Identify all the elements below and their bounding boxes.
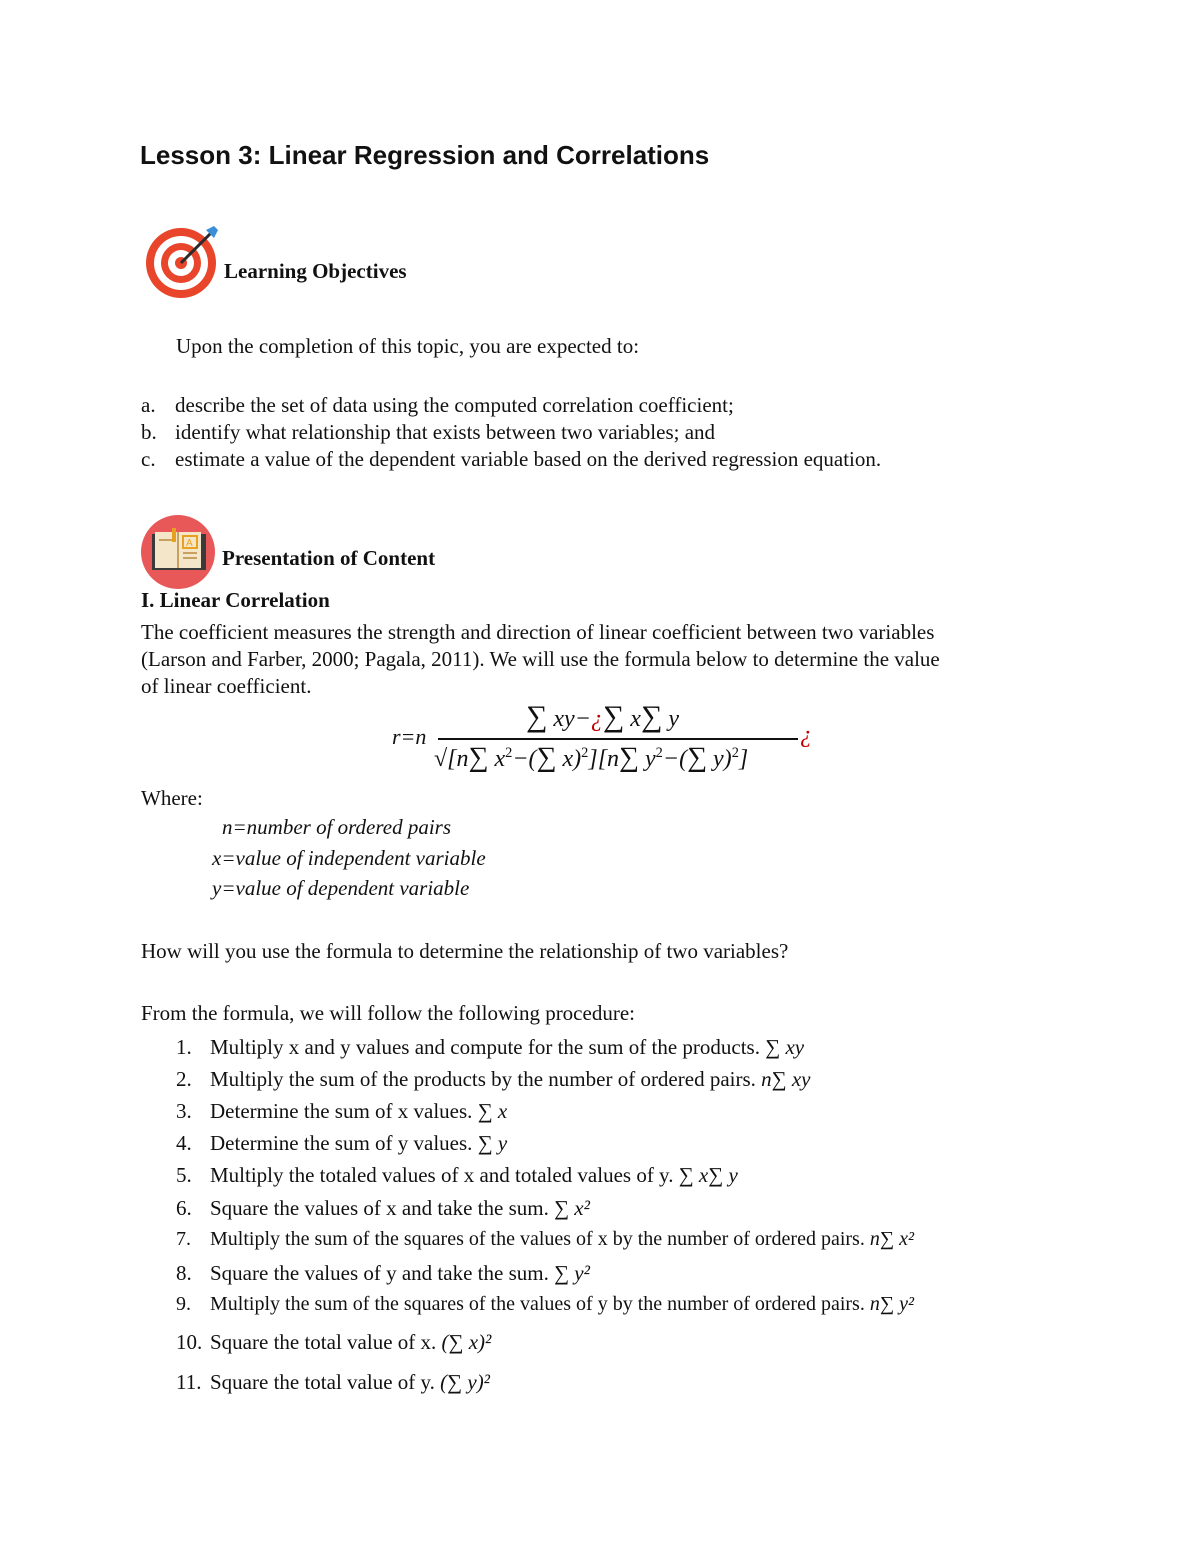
step-text: Multiply the sum of the squares of the values of y by the number of ordered pairs. xyxy=(210,1293,865,1315)
objective-item xyxy=(141,393,734,418)
step-text: Multiply the sum of the squares of the values of x by the number of ordered pairs. xyxy=(210,1228,865,1250)
procedure-step xyxy=(176,1261,590,1286)
step-math: ∑ x xyxy=(477,1099,508,1123)
step-text: Multiply the totaled values of x and totaled values of y. xyxy=(210,1163,674,1187)
procedure-step xyxy=(176,1330,491,1355)
procedure-step xyxy=(176,1131,507,1156)
procedure-step xyxy=(176,1293,914,1316)
step-text: Square the total value of x. xyxy=(210,1330,437,1354)
step-math: ∑ y xyxy=(477,1131,508,1155)
objective-item xyxy=(141,447,881,472)
step-math: (∑ x)² xyxy=(441,1330,492,1354)
objectives-heading: Learning Objectives xyxy=(224,259,407,283)
paragraph-line: (Larson and Farber, 2000; Pagala, 2011). We will use the formula below to determine the value xyxy=(141,647,940,671)
procedure-step xyxy=(176,1163,738,1188)
step-math: ∑ x∑ y xyxy=(678,1163,738,1187)
definition-n: n=number of ordered pairs xyxy=(222,815,452,839)
formula-lhs: r=n xyxy=(392,724,427,749)
step-number: 7. xyxy=(176,1228,191,1250)
procedure-step xyxy=(176,1370,490,1395)
objective-text: describe the set of data using the computed correlation coefficient; xyxy=(175,393,734,417)
objectives-intro: Upon the completion of this topic, you are expected to: xyxy=(176,334,640,358)
question-text: How will you use the formula to determine the relationship of two variables? xyxy=(141,939,789,963)
content-heading: Presentation of Content xyxy=(222,546,436,570)
objective-item xyxy=(141,420,715,445)
step-number: 9. xyxy=(176,1293,191,1315)
objective-text: estimate a value of the dependent variable based on the derived regression equation. xyxy=(175,447,882,471)
step-number: 1. xyxy=(176,1035,192,1059)
formula-numerator: ∑ xy−¿∑ x∑ y xyxy=(526,700,679,733)
fraction-bar xyxy=(438,738,798,740)
paragraph-line: of linear coefficient. xyxy=(141,674,312,698)
step-text: Multiply x and y values and compute for the sum of the products. xyxy=(210,1035,760,1059)
step-number: 2. xyxy=(176,1067,192,1091)
step-number: 8. xyxy=(176,1261,192,1285)
step-math: n∑ x² xyxy=(869,1228,914,1250)
procedure-step xyxy=(176,1228,914,1251)
step-math: ∑ y² xyxy=(554,1261,590,1285)
lesson-title: Lesson 3: Linear Regression and Correlations xyxy=(140,140,710,170)
objective-text: identify what relationship that exists between two variables; and xyxy=(175,420,716,444)
where-label: Where: xyxy=(141,786,203,810)
procedure-intro: From the formula, we will follow the following procedure: xyxy=(141,1001,635,1025)
step-text: Determine the sum of y values. xyxy=(210,1131,473,1155)
objective-marker: c. xyxy=(141,447,156,471)
procedure-step xyxy=(176,1099,507,1124)
step-text: Square the total value of y. xyxy=(210,1370,435,1394)
svg-text:A: A xyxy=(186,538,193,549)
step-math: n∑ y² xyxy=(869,1293,914,1315)
step-text: Square the values of y and take the sum. xyxy=(210,1261,549,1285)
paragraph-line: The coefficient measures the strength and direction of linear coefficient between two variables xyxy=(141,620,935,644)
step-text: Multiply the sum of the products by the number of ordered pairs. xyxy=(210,1067,756,1091)
step-math: n∑ xy xyxy=(761,1067,811,1091)
step-number: 11. xyxy=(176,1370,202,1394)
formula-denominator: √[n∑ $x^2-(\sum$ x)$^2$][n∑ $y^2-(\sum$ y)$^2$] xyxy=(434,742,749,773)
step-number: 10. xyxy=(176,1330,203,1354)
book-icon xyxy=(140,514,216,590)
step-number: 5. xyxy=(176,1163,192,1187)
procedure-step xyxy=(176,1067,811,1092)
step-number: 6. xyxy=(176,1196,192,1220)
target-icon xyxy=(144,224,220,300)
objective-marker: b. xyxy=(141,420,157,444)
step-text: Determine the sum of x values. xyxy=(210,1099,473,1123)
section-title: I. Linear Correlation xyxy=(141,588,330,612)
definition-y: y=value of dependent variable xyxy=(212,876,470,900)
step-math: (∑ y)² xyxy=(440,1370,490,1394)
formula-trailing: ¿ xyxy=(800,722,812,748)
procedure-step xyxy=(176,1196,590,1221)
definition-x: x=value of independent variable xyxy=(212,846,486,870)
procedure-step xyxy=(176,1035,804,1060)
step-text: Square the values of x and take the sum. xyxy=(210,1196,549,1220)
step-math: ∑ xy xyxy=(765,1035,805,1059)
step-math: ∑ x² xyxy=(554,1196,590,1220)
objective-marker: a. xyxy=(141,393,156,417)
step-number: 3. xyxy=(176,1099,192,1123)
step-number: 4. xyxy=(176,1131,192,1155)
